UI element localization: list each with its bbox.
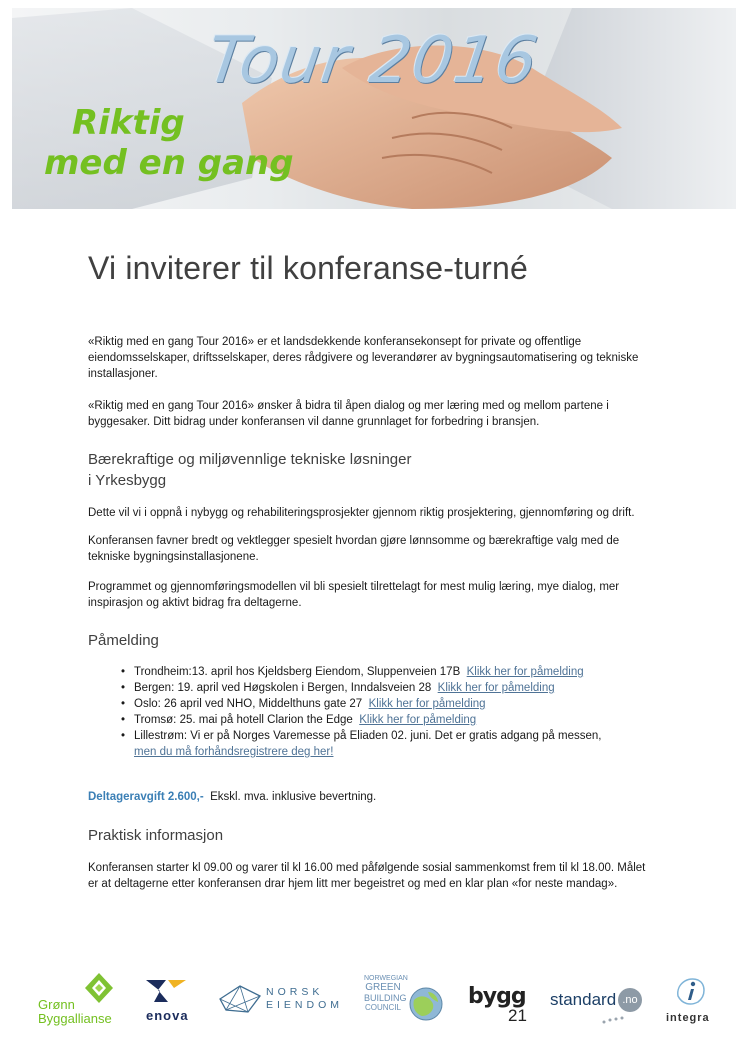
enova-mark-icon: [144, 978, 188, 1004]
bygg21-logo: [468, 984, 532, 1030]
integra-logo: [662, 976, 720, 1028]
dots-icon: [600, 1014, 630, 1026]
banner-tour-text: Tour 2016: [202, 24, 543, 98]
gronn-byggallianse-logo: [34, 972, 124, 1028]
registration-item-text: Bergen: 19. april ved Høgskolen i Bergen, Inndalsveien 28: [134, 682, 432, 694]
registration-item-text: Trondheim:13. april hos Kjeldsberg Eiendom, Sluppenveien 17B: [134, 666, 461, 678]
norsk-eiendom-mark-icon: [218, 984, 262, 1014]
standard-no-logo: [550, 988, 646, 1028]
section-heading-sustainable: [88, 449, 411, 491]
registration-item-text: Lillestrøm: Vi er på Norges Varemesse på Eliaden 02. juni. Det er gratis adgang på messen,: [134, 730, 602, 742]
registration-link-lillestrom[interactable]: men du må forhåndsregistrere deg her!: [134, 746, 334, 758]
page-title: Vi inviterer til konferanse-turné: [88, 250, 528, 286]
fee-detail: Ekskl. mva. inklusive bevertning.: [210, 791, 377, 803]
norsk-line1: NORSK: [266, 986, 324, 998]
banner-slogan: [44, 103, 294, 183]
bygg-text: bygg: [468, 984, 526, 1009]
registration-link-oslo[interactable]: Klikk her for påmelding: [368, 698, 486, 710]
section1-paragraph-3: Programmet og gjennomføringsmodellen vil bli spesielt tilrettelagt for mest mulig læring, mye dialog, mer inspirasjon og aktivt bidrag fra deltagerne.: [88, 581, 620, 609]
ngbc-line4: COUNCIL: [364, 1003, 401, 1012]
gronn-line2: Byggallianse: [38, 1011, 112, 1026]
section-heading-line2: i Yrkesbygg: [88, 472, 167, 489]
list-item: [134, 712, 704, 728]
section-heading-line1: Bærekraftige og miljøvennlige tekniske løsninger: [88, 451, 412, 468]
ngbc-line3: BUILDING: [364, 993, 407, 1003]
list-item: [134, 680, 704, 696]
practical-heading: Praktisk informasjon: [88, 827, 224, 844]
registration-heading: Påmelding: [88, 632, 159, 649]
banner-slogan-line1: Riktig: [72, 103, 185, 143]
registration-link-bergen[interactable]: Klikk her for påmelding: [437, 682, 555, 694]
list-item: [134, 664, 704, 680]
bygg-number: 21: [508, 1006, 527, 1025]
banner-slogan-line2: med en gang: [44, 143, 294, 183]
intro-paragraph-1: «Riktig med en gang Tour 2016» er et landsdekkende konferansekonsept for private og offentlige eiendomsselskaper, driftsselskaper, deres rådgivere og leverandører av bygningsautomatisering og tekniske installasjoner.: [88, 336, 639, 380]
fee-label: Deltageravgift 2.600,-: [88, 791, 204, 803]
intro-paragraph-2: «Riktig med en gang Tour 2016» ønsker å bidra til åpen dialog og mer læring med og mellom partene i byggesaker. Ditt bidrag under konferansen vil danne grunnlaget for forbedring i bransjen.: [88, 400, 609, 428]
standard-suffix-badge: .no: [618, 988, 642, 1012]
standard-text: standard: [550, 990, 617, 1009]
integra-i-icon: [674, 976, 708, 1006]
gronn-text: [38, 998, 112, 1026]
ngbc-line1: NORWEGIAN: [364, 975, 408, 982]
section1-paragraph-1: Dette vil vi i oppnå i nybygg og rehabiliteringsprosjekter gjennom riktig prosjektering, gjennomføring og drift.: [88, 507, 635, 519]
list-item: [134, 728, 704, 760]
registration-link-trondheim[interactable]: Klikk her for påmelding: [466, 666, 584, 678]
norsk-line2: EIENDOM: [266, 999, 344, 1011]
registration-list: [88, 664, 704, 760]
registration-link-tromso[interactable]: Klikk her for påmelding: [359, 714, 477, 726]
header-banner: [12, 8, 736, 209]
registration-item-text: Tromsø: 25. mai på hotell Clarion the Edge: [134, 714, 353, 726]
gronn-line1: Grønn: [38, 997, 75, 1012]
enova-logo: [142, 978, 202, 1028]
registration-item-text: Oslo: 26 april ved NHO, Middelthuns gate 27: [134, 698, 363, 710]
enova-text: enova: [146, 1008, 189, 1023]
ngbc-text: [364, 974, 408, 1013]
section1-paragraph-2: Konferansen favner bredt og vektlegger spesielt hvordan gjøre lønnsomme og bærekraftige valg med de tekniske bygningsinstallasjonene.: [88, 535, 620, 563]
integra-text: integra: [666, 1012, 710, 1024]
globe-icon: [408, 986, 444, 1022]
norsk-eiendom-logo: [218, 984, 348, 1024]
list-item: [134, 696, 704, 712]
norsk-eiendom-text: [266, 986, 343, 1012]
practical-paragraph: Konferansen starter kl 09.00 og varer til kl 16.00 med påfølgende sosial sammenkomst frem til kl 18.00. Målet er at deltagerne etter konferansen drar hjem litt mer begeistret og med en klar plan «for neste mandag».: [88, 862, 646, 890]
ngbc-logo: [362, 972, 448, 1028]
participation-fee: [88, 791, 376, 803]
ngbc-line2: GREEN: [365, 982, 401, 993]
sponsor-logos: [30, 970, 720, 1030]
